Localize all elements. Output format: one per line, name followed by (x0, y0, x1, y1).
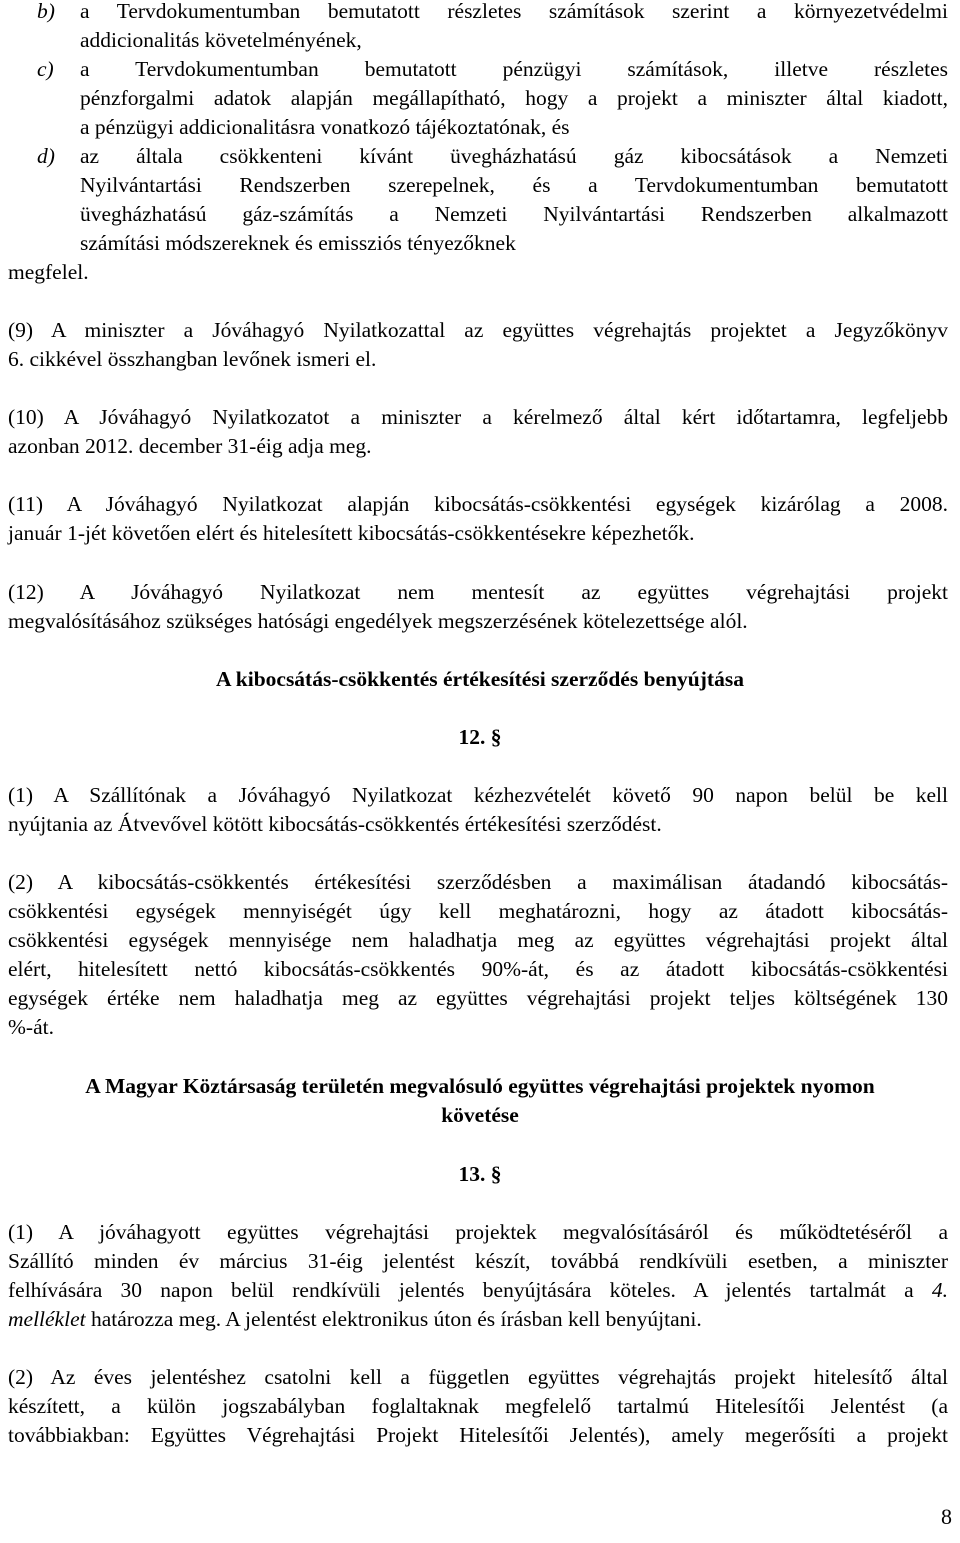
paragraph-12-line-1: (12) A Jóváhagyó Nyilatkozat nem mentesít az együttes végrehajtási projekt (8, 580, 948, 604)
page-number: 8 (941, 1504, 952, 1529)
paragraph-9-line-2: 6. cikkével összhangban levőnek ismeri el. (8, 347, 377, 371)
s13-paragraph-2-line-1: (2) Az éves jelentéshez csatolni kell a független együttes végrehajtás projekt hitelesítő által (8, 1365, 948, 1389)
paragraph-12-line-2: megvalósításához szükséges hatósági engedélyek megszerzésének kötelezettsége alól. (8, 609, 748, 633)
s13-paragraph-2-line-3: továbbiakban: Együttes Végrehajtási Projekt Hitelesítői Jelentés), amely megerősíti a projekt (8, 1423, 948, 1447)
s13-paragraph-1-line-1: (1) A jóváhagyott együttes végrehajtási projektek megvalósításáról és működtetéséről a (8, 1220, 948, 1244)
section-number-12: 12. § (458, 725, 502, 749)
annex-reference-word: melléklet (8, 1307, 86, 1331)
s13-paragraph-1-line-4 (8, 1305, 702, 1334)
list-item-b-line-1: a Tervdokumentumban bemutatott részletes számítások szerint a környezetvédelmi (80, 0, 948, 23)
list-item-d-line-4: számítási módszereknek és emissziós tényezőknek (80, 231, 516, 255)
section-heading-2-line-1: A Magyar Köztársaság területén megvalósuló együttes végrehajtási projektek nyomon (85, 1074, 875, 1098)
paragraph-10-line-2: azonban 2012. december 31-éig adja meg. (8, 434, 372, 458)
paragraph-11-line-2: január 1-jét követően elért és hitelesített kibocsátás-csökkentésekre képezhetők. (8, 521, 695, 545)
section-number-13: 13. § (458, 1162, 502, 1186)
s13-paragraph-1-line-3 (8, 1276, 948, 1305)
list-item-b-line-2: addicionalitás követelményének, (80, 28, 362, 52)
list-item-c-line-1: a Tervdokumentumban bemutatott pénzügyi számítások, illetve részletes (80, 57, 948, 81)
list-item-d-line-2: Nyilvántartási Rendszerben szerepelnek, és a Tervdokumentumban bemutatott (80, 173, 948, 197)
s13-paragraph-2-line-2: készített, a külön jogszabályban foglaltaknak megfelelő tartalmú Hitelesítői Jelentést (a (8, 1394, 948, 1418)
list-tail: megfelel. (8, 260, 89, 284)
annex-reference-number: 4. (931, 1278, 948, 1302)
section-heading-2-line-2: követése (441, 1103, 519, 1127)
s12-paragraph-2-line-4: elért, hitelesített nettó kibocsátás-csökkentés 90%-át, és az átadott kibocsátás-csökkentési (8, 957, 948, 981)
s12-paragraph-1-line-1: (1) A Szállítónak a Jóváhagyó Nyilatkozat kézhezvételét követő 90 napon belül be kell (8, 783, 948, 807)
s12-paragraph-2-line-3: csökkentési egységek mennyisége nem haladhatja meg az együttes végrehajtási projekt által (8, 928, 948, 952)
list-item-c-line-3: a pénzügyi addicionalitásra vonatkozó tájékoztatónak, és (80, 115, 570, 139)
paragraph-10-line-1: (10) A Jóváhagyó Nyilatkozatot a miniszter a kérelmező által kért időtartamra, legfeljebb (8, 405, 948, 429)
list-label-d: d) (37, 144, 55, 168)
list-label-b: b) (37, 0, 55, 23)
s12-paragraph-2-line-1: (2) A kibocsátás-csökkentés értékesítési szerződésben a maximálisan átadandó kibocsátás- (8, 870, 948, 894)
s13-paragraph-1-line-3-text: felhívására 30 napon belül rendkívüli jelentés benyújtására köteles. A jelentés tartalmát a (8, 1278, 932, 1302)
s12-paragraph-1-line-2: nyújtania az Átvevővel kötött kibocsátás-csökkentés értékesítési szerződést. (8, 812, 662, 836)
s13-paragraph-1-line-2: Szállító minden év március 31-éig jelentést készít, továbbá rendkívüli esetben, a miniszter (8, 1249, 948, 1273)
list-item-d-line-1: az általa csökkenteni kívánt üvegházhatású gáz kibocsátások a Nemzeti (80, 144, 948, 168)
list-item-d-line-3: üvegházhatású gáz-számítás a Nemzeti Nyilvántartási Rendszerben alkalmazott (80, 202, 948, 226)
s12-paragraph-2-line-6: %-át. (8, 1015, 54, 1039)
s13-paragraph-1-line-4-text: határozza meg. A jelentést elektronikus úton és írásban kell benyújtani. (85, 1307, 702, 1331)
section-heading-1: A kibocsátás-csökkentés értékesítési szerződés benyújtása (216, 667, 744, 691)
paragraph-11-line-1: (11) A Jóváhagyó Nyilatkozat alapján kibocsátás-csökkentési egységek kizárólag a 2008. (8, 492, 948, 516)
paragraph-9-line-1: (9) A miniszter a Jóváhagyó Nyilatkozattal az együttes végrehajtás projektet a Jegyzőkönyv (8, 318, 948, 342)
s12-paragraph-2-line-2: csökkentési egységek mennyiségét úgy kell meghatározni, hogy az átadott kibocsátás- (8, 899, 948, 923)
s12-paragraph-2-line-5: egységek értéke nem haladhatja meg az együttes végrehajtási projekt teljes költségének 130 (8, 986, 948, 1010)
list-item-c-line-2: pénzforgalmi adatok alapján megállapítható, hogy a projekt a miniszter által kiadott, (80, 86, 948, 110)
list-label-c: c) (37, 57, 54, 81)
